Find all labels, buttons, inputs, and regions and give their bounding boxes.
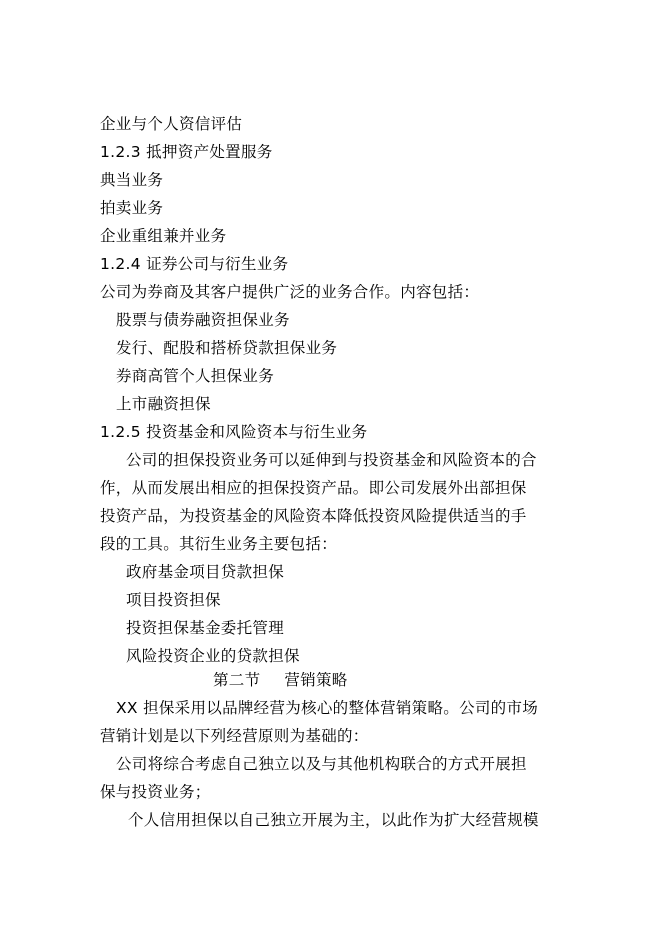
heading-1-2-3: 1.2.3 抵押资产处置服务 — [100, 143, 273, 161]
text-line: 公司为券商及其客户提供广泛的业务合作。内容包括： — [100, 283, 480, 301]
list-item: 政府基金项目贷款担保 — [126, 563, 285, 581]
paragraph-line: 公司将综合考虑自己独立以及与其他机构联合的方式开展担 — [116, 755, 527, 773]
list-item: 股票与债券融资担保业务 — [116, 311, 290, 329]
list-item: 风险投资企业的贷款担保 — [126, 647, 300, 665]
list-item: 发行、配股和搭桥贷款担保业务 — [116, 339, 338, 357]
text-line: 企业与个人资信评估 — [100, 115, 243, 133]
list-item: 券商高管个人担保业务 — [116, 367, 275, 385]
list-item: 项目投资担保 — [126, 591, 221, 609]
paragraph-line: 保与投资业务； — [100, 783, 211, 801]
paragraph-line: 营销计划是以下列经营原则为基础的： — [100, 727, 369, 745]
section-heading — [213, 670, 348, 690]
section-number: 第二节 — [213, 671, 261, 689]
list-item: 上市融资担保 — [116, 395, 211, 413]
list-item: 投资担保基金委托管理 — [126, 619, 285, 637]
paragraph-line: XX 担保采用以品牌经营为核心的整体营销策略。公司的市场 — [116, 699, 539, 717]
paragraph-line: 作，从而发展出相应的担保投资产品。即公司发展外出部担保 — [100, 479, 527, 497]
heading-1-2-4: 1.2.4 证券公司与衍生业务 — [100, 255, 289, 273]
section-title: 营销策略 — [284, 671, 348, 689]
heading-1-2-5: 1.2.5 投资基金和风险资本与衍生业务 — [100, 423, 368, 441]
text-line: 拍卖业务 — [100, 199, 164, 217]
paragraph-line: 段的工具。其衍生业务主要包括： — [100, 535, 338, 553]
text-line: 典当业务 — [100, 171, 164, 189]
paragraph-line: 公司的担保投资业务可以延伸到与投资基金和风险资本的合 — [126, 451, 537, 469]
paragraph-line: 投资产品，为投资基金的风险资本降低投资风险提供适当的手 — [100, 507, 527, 525]
text-line: 企业重组兼并业务 — [100, 227, 227, 245]
paragraph-line: 个人信用担保以自己独立开展为主，以此作为扩大经营规模 — [128, 811, 539, 829]
